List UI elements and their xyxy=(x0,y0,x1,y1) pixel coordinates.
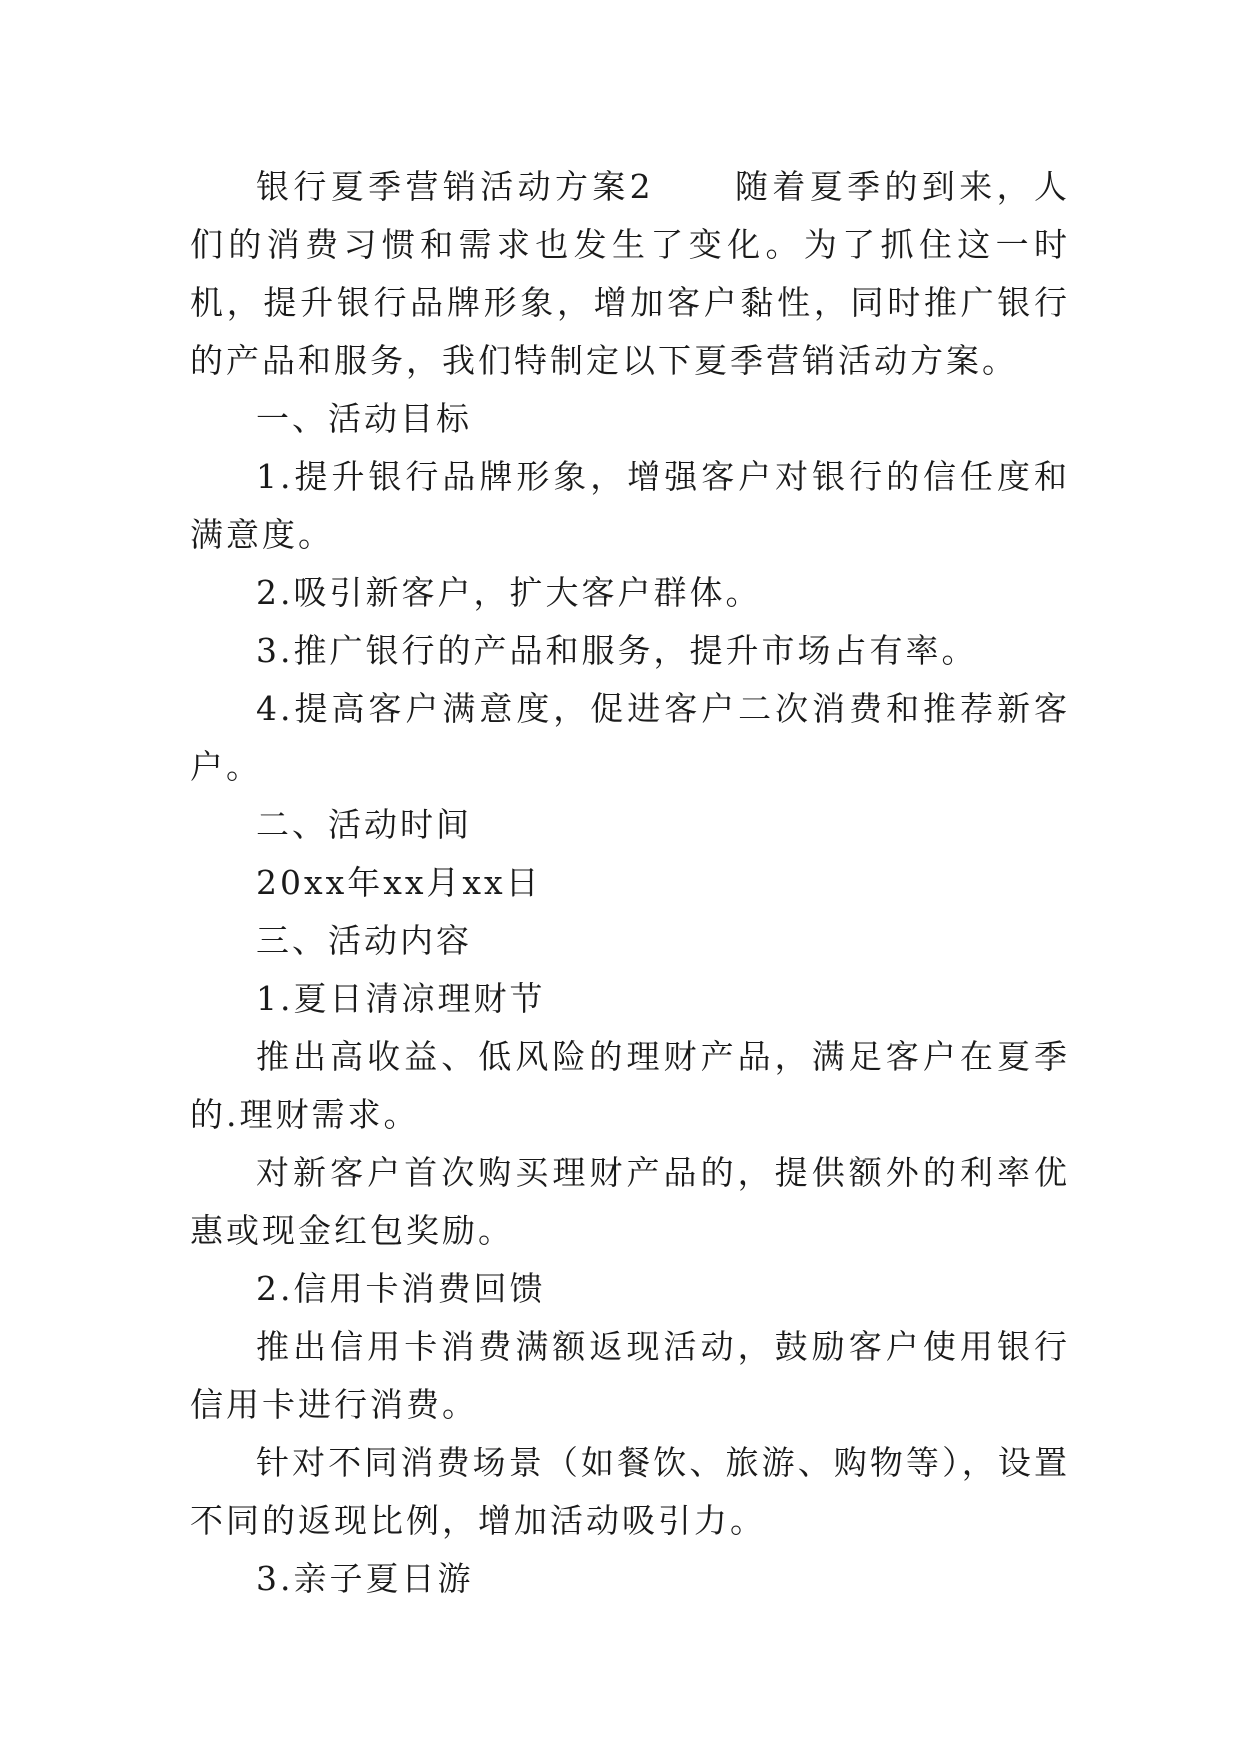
content-item-1-paragraph-2: 对新客户首次购买理财产品的，提供额外的利率优惠或现金红包奖励。 xyxy=(190,1153,1070,1250)
goal-item-4: 4.提高客户满意度，促进客户二次消费和推荐新客户。 xyxy=(190,689,1070,786)
document-body xyxy=(190,158,1070,1608)
goal-item-2: 2.吸引新客户，扩大客户群体。 xyxy=(256,573,762,612)
document-title: 银行夏季营销活动方案2 xyxy=(256,167,654,206)
intro-text: 随着夏季的到来，人们的消费习惯和需求也发生了变化。为了抓住这一时机，提升银行品牌形象，增加客户黏性，同时推广银行的产品和服务，我们特制定以下夏季营销活动方案。 xyxy=(190,167,1071,380)
content-item-2-paragraph-1: 推出信用卡消费满额返现活动，鼓励客户使用银行信用卡进行消费。 xyxy=(190,1327,1070,1424)
goal-item-3: 3.推广银行的产品和服务，提升市场占有率。 xyxy=(256,631,978,670)
content-item-1-title: 1.夏日清凉理财节 xyxy=(256,979,546,1018)
content-item-1-paragraph-1: 推出高收益、低风险的理财产品，满足客户在夏季的.理财需求。 xyxy=(190,1037,1070,1134)
title-paragraph xyxy=(190,158,1070,390)
content-item-3-title: 3.亲子夏日游 xyxy=(256,1559,474,1598)
section-heading-goals: 一、活动目标 xyxy=(256,399,472,438)
goal-item-1: 1.提升银行品牌形象，增强客户对银行的信任度和满意度。 xyxy=(190,457,1070,554)
content-item-2-paragraph-2: 针对不同消费场景（如餐饮、旅游、购物等），设置不同的返现比例，增加活动吸引力。 xyxy=(190,1443,1070,1540)
section-heading-content: 三、活动内容 xyxy=(256,921,472,960)
activity-date: 20xx年xx月xx日 xyxy=(256,863,542,902)
content-item-2-title: 2.信用卡消费回馈 xyxy=(256,1269,546,1308)
section-heading-time: 二、活动时间 xyxy=(256,805,472,844)
